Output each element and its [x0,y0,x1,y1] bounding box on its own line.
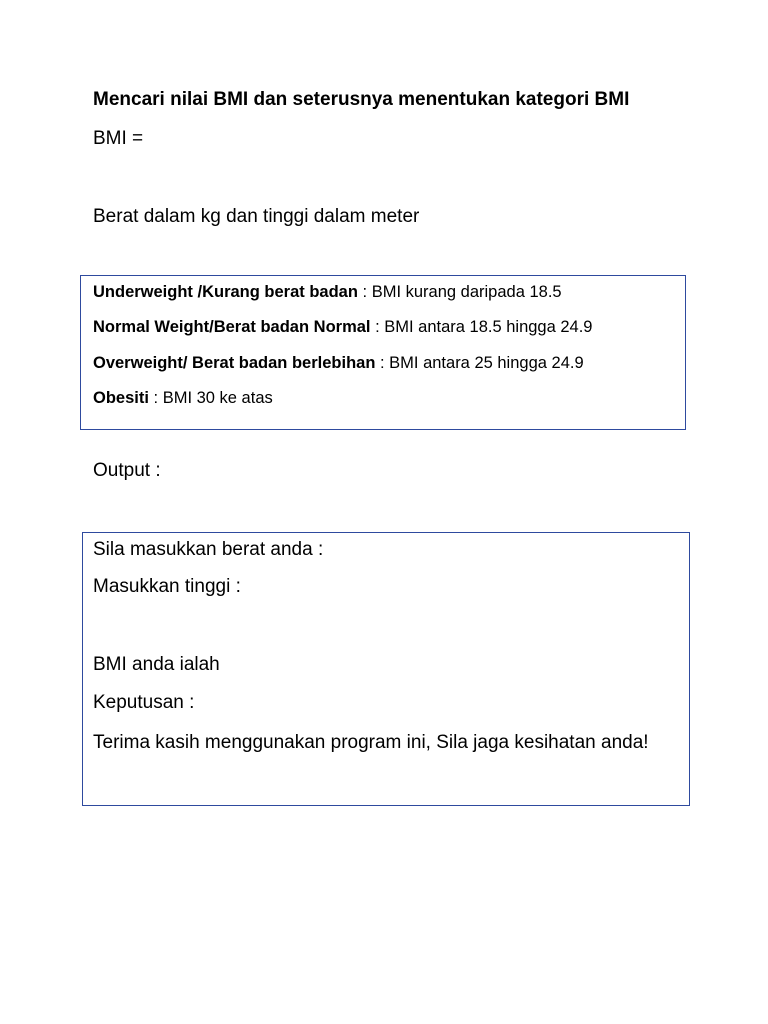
output-label: Output : [93,460,161,481]
bmi-category-box [80,275,686,430]
height-prompt: Masukkan tinggi : [93,576,241,597]
category-obesity [93,389,273,408]
category-desc: : BMI antara 18.5 hingga 24.9 [370,318,593,336]
decision-line: Keputusan : [93,692,195,713]
category-desc: : BMI 30 ke atas [148,389,273,407]
category-underweight [93,283,562,302]
category-overweight [93,354,584,373]
page-title: Mencari nilai BMI dan seterusnya menentukan kategori BMI [93,89,630,110]
thanks-message: Terima kasih menggunakan program ini, Sila jaga kesihatan anda! [93,732,649,753]
bmi-formula-label: BMI = [93,128,144,149]
category-name: Obesiti [93,389,149,407]
category-name: Normal Weight/Berat badan Normal [93,318,371,336]
output-box [82,532,690,806]
category-desc: : BMI antara 25 hingga 24.9 [375,354,584,372]
weight-prompt: Sila masukkan berat anda : [93,539,324,560]
category-name: Underweight /Kurang berat badan [93,283,358,301]
category-normal [93,318,593,337]
category-name: Overweight/ Berat badan berlebihan [93,354,376,372]
units-note: Berat dalam kg dan tinggi dalam meter [93,206,420,227]
category-desc: : BMI kurang daripada 18.5 [357,283,562,301]
bmi-result: BMI anda ialah [93,654,220,675]
